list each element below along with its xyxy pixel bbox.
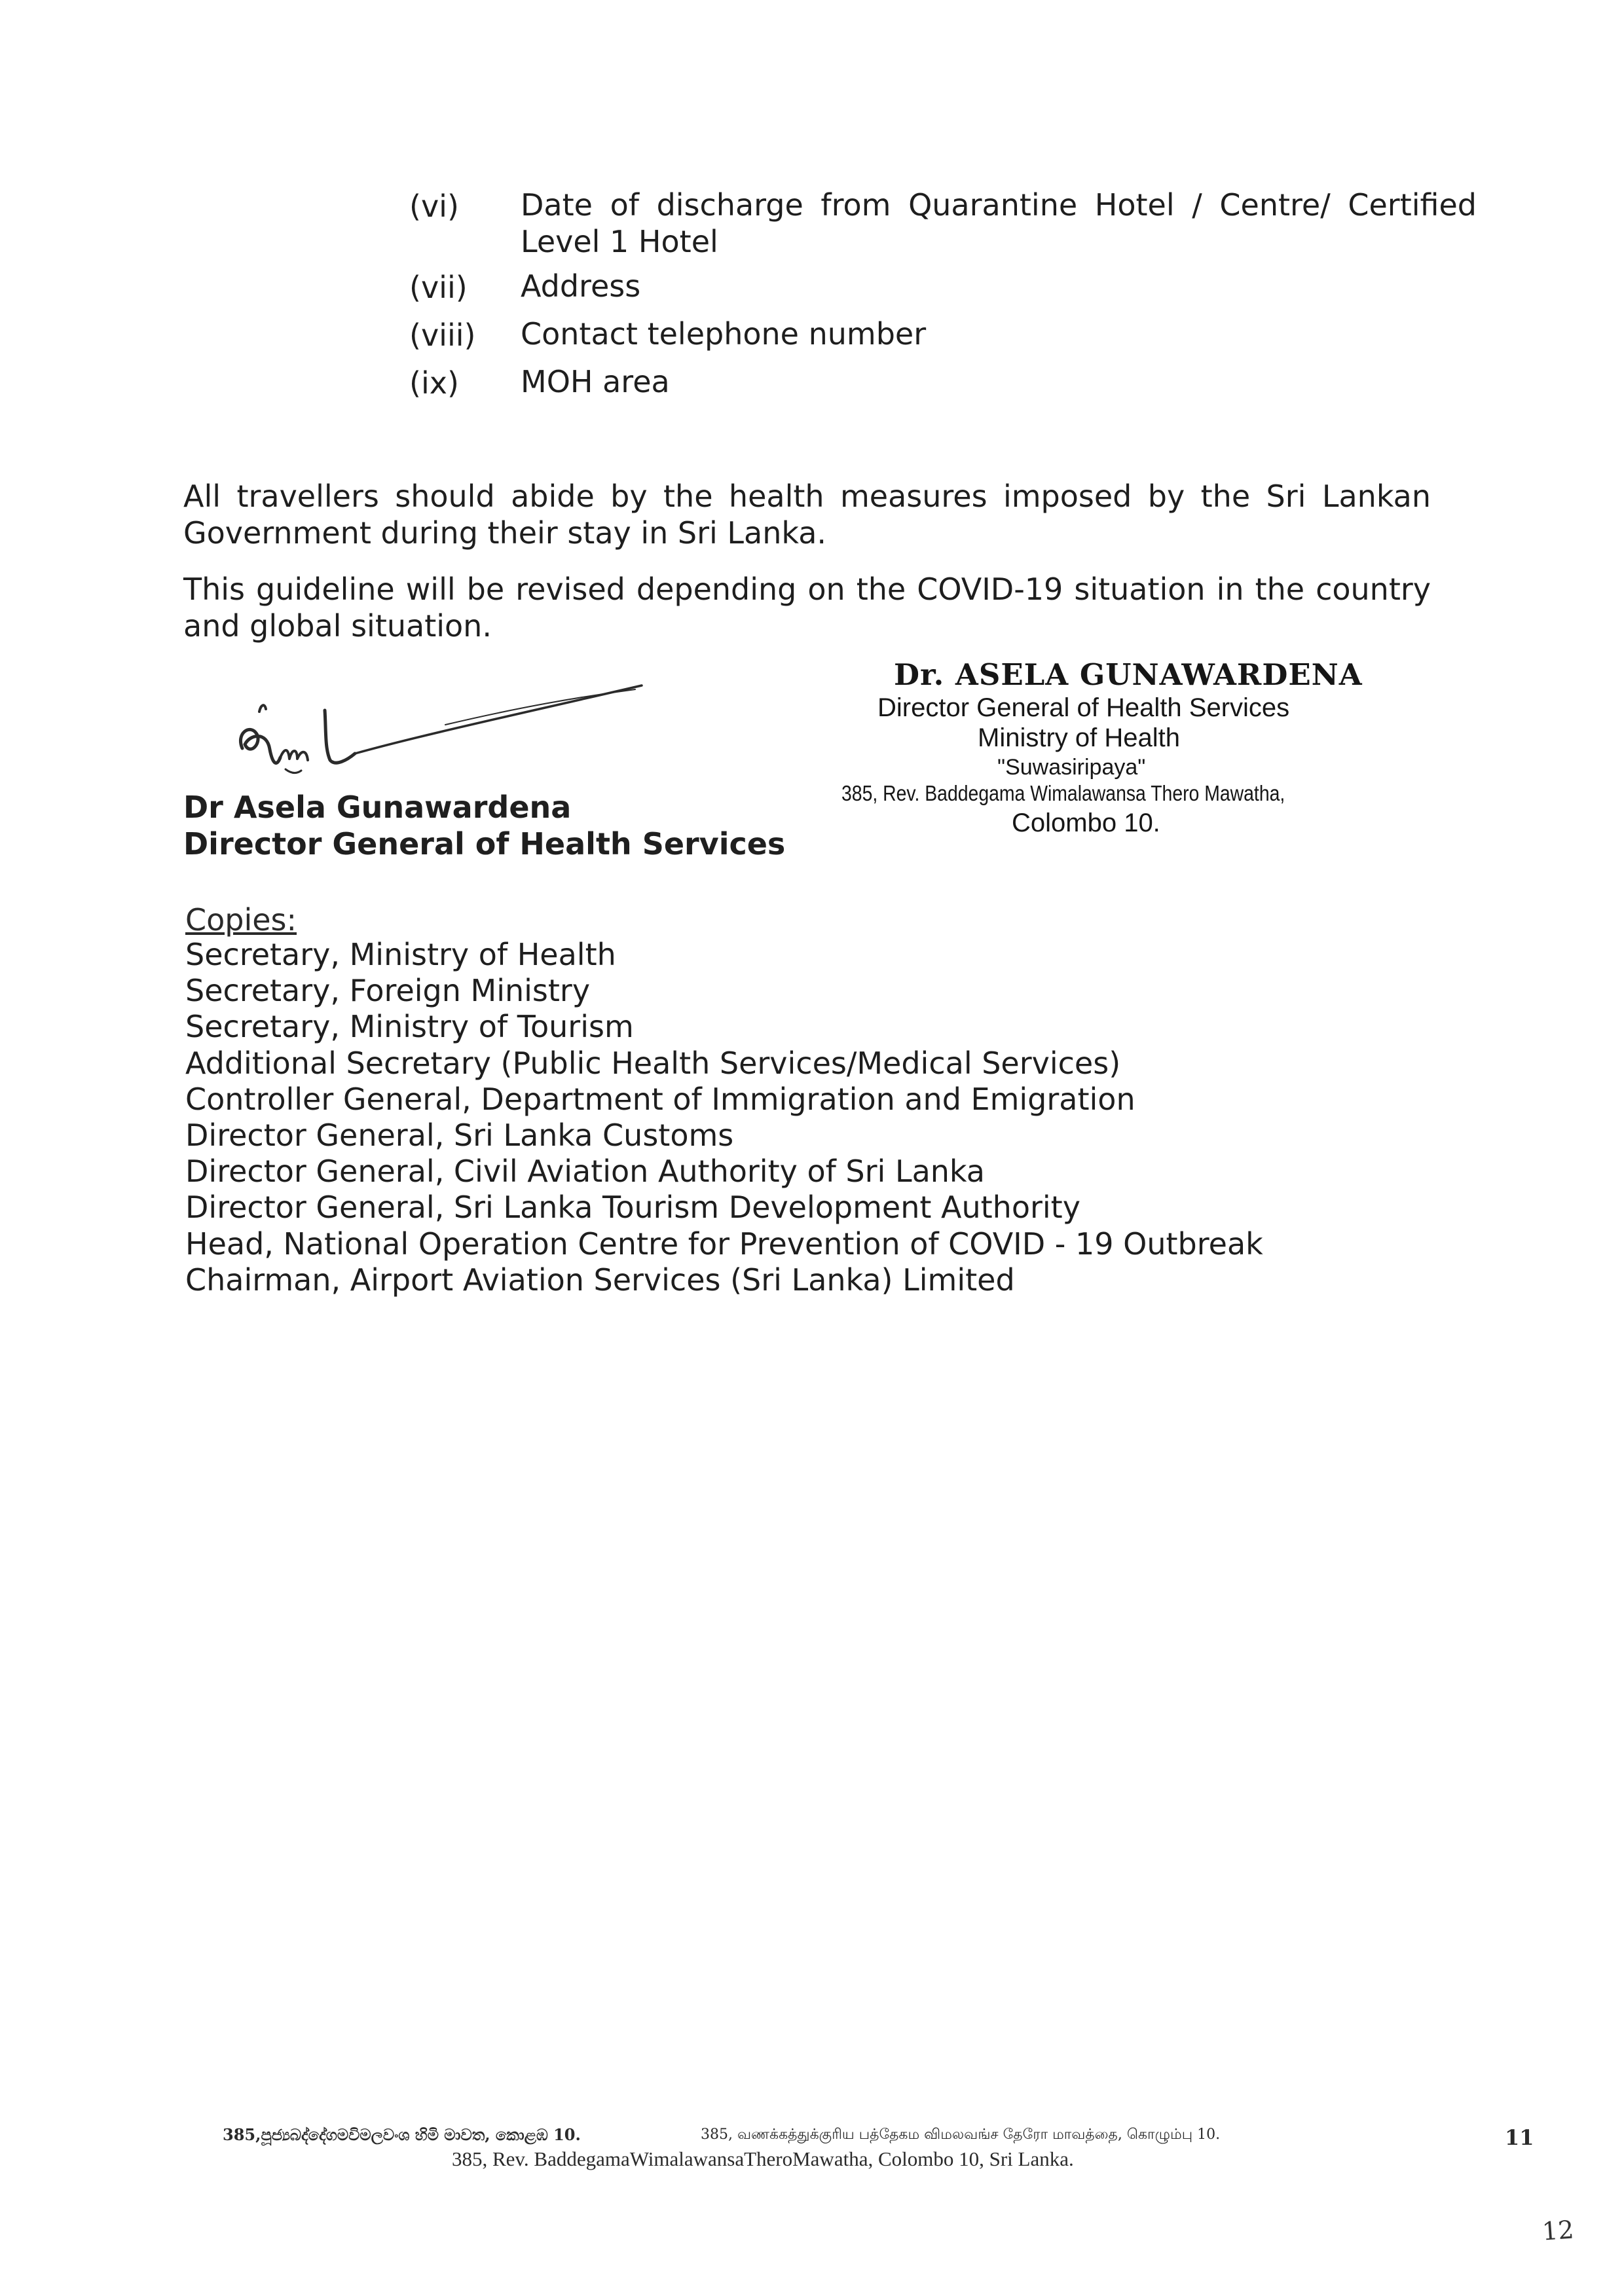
stamp-address: 385, Rev. Baddegama Wimalawansa Thero Mawatha, <box>841 781 1285 805</box>
list-item: Controller General, Department of Immigration and Emigration <box>185 1081 1135 1117</box>
footer-tamil-address: 385, வணக்கத்துக்குரிய பத்தேகம விமலவங்ச தேரோ மாவத்தை, கொழும்பு 10. <box>701 2126 1221 2143</box>
footer-sinhala-address: 385,පූජ්‍යබද්දේගමවිමලවංශ හිමි මාවත, කොළඹ 10. <box>223 2125 581 2144</box>
handwritten-signature <box>210 671 655 795</box>
item-text: Address <box>521 268 641 304</box>
list-item: Head, National Operation Centre for Prevention of COVID - 19 Outbreak <box>185 1226 1263 1262</box>
list-item: Secretary, Foreign Ministry <box>185 973 591 1009</box>
list-item: Director General, Sri Lanka Tourism Development Authority <box>185 1190 1080 1226</box>
handwritten-page-mark: 12 <box>1541 2215 1575 2246</box>
list-item: Chairman, Airport Aviation Services (Sri Lanka) Limited <box>185 1262 1015 1298</box>
item-number: (ix) <box>409 365 459 401</box>
item-text: Date of discharge from Quarantine Hotel / Centre/ Certified Level 1 Hotel <box>521 187 1477 259</box>
page-number: 11 <box>1505 2125 1534 2150</box>
item-number: (vii) <box>409 270 468 305</box>
stamp-building: "Suwasiripaya" <box>997 755 1146 780</box>
health-measures-paragraph: All travellers should abide by the health measures imposed by the Sri Lankan Government during their stay in Sri Lanka. <box>183 479 1431 551</box>
copies-heading: Copies: <box>185 902 297 938</box>
signatory-title: Director General of Health Services <box>183 826 786 862</box>
list-item: Secretary, Ministry of Health <box>185 937 616 972</box>
stamp-title: Director General of Health Services <box>877 693 1290 722</box>
footer-english-address: 385, Rev. BaddegamaWimalawansaTheroMawatha, Colombo 10, Sri Lanka. <box>452 2147 1074 2170</box>
list-item: Director General, Sri Lanka Customs <box>185 1118 734 1154</box>
stamp-ministry: Ministry of Health <box>978 723 1180 752</box>
stamp-name: Dr. ASELA GUNAWARDENA <box>894 657 1363 692</box>
list-item: Secretary, Ministry of Tourism <box>185 1009 634 1045</box>
item-number: (vi) <box>409 189 459 224</box>
copies-list <box>185 937 1263 1298</box>
list-item: Director General, Civil Aviation Authority of Sri Lanka <box>185 1154 985 1190</box>
stamp-city: Colombo 10. <box>1012 809 1160 837</box>
item-text: Contact telephone number <box>521 316 927 352</box>
list-item: Additional Secretary (Public Health Services/Medical Services) <box>185 1045 1121 1081</box>
revision-paragraph: This guideline will be revised depending on the COVID-19 situation in the country and global situation. <box>183 572 1431 644</box>
item-text: MOH area <box>521 364 670 399</box>
signatory-name: Dr Asela Gunawardena <box>183 790 572 825</box>
item-number: (viii) <box>409 318 476 353</box>
